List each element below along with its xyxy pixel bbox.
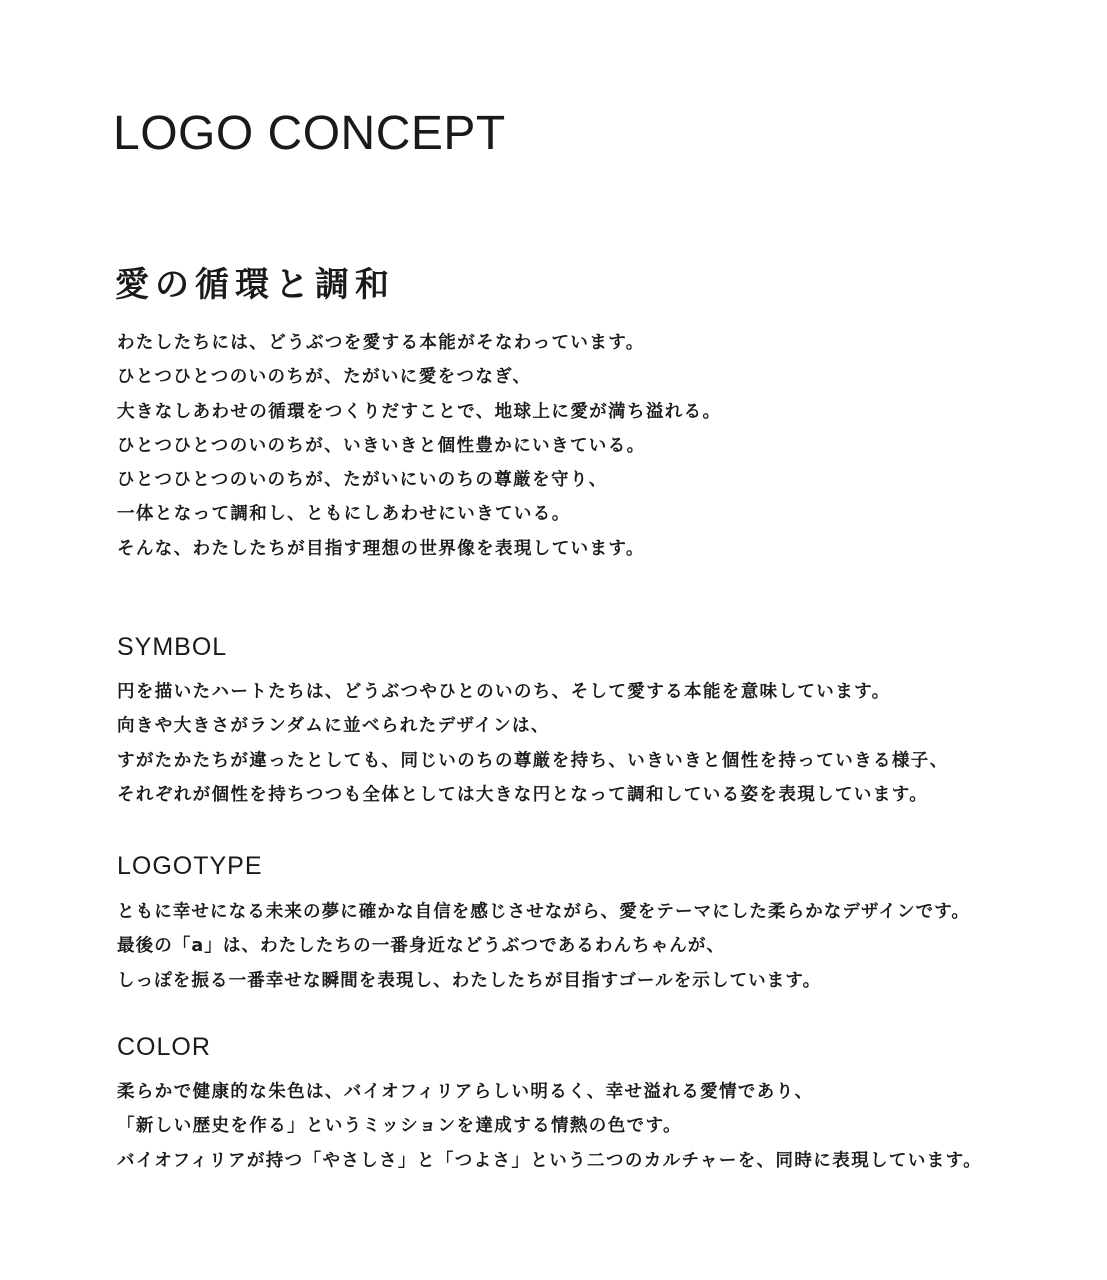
- intro-heading: 愛の循環と調和: [115, 265, 395, 305]
- logotype-heading: LOGOTYPE: [117, 852, 263, 880]
- intro-line: ひとつひとつのいのちが、たがいにいのちの尊厳を守り、: [117, 470, 608, 491]
- symbol-line: それぞれが個性を持ちつつも全体としては大きな円となって調和している姿を表現しています。: [117, 784, 929, 805]
- intro-line: 一体となって調和し、ともにしあわせにいきている。: [117, 504, 571, 525]
- intro-line: 大きなしあわせの循環をつくりだすことで、地球上に愛が満ち溢れる。: [117, 401, 722, 422]
- intro-line: ひとつひとつのいのちが、いきいきと個性豊かにいきている。: [117, 435, 646, 456]
- symbol-line: 向きや大きさがランダムに並べられたデザインは、: [117, 716, 550, 737]
- color-heading: COLOR: [117, 1033, 211, 1061]
- color-paragraph: [117, 1075, 982, 1178]
- symbol-paragraph: [117, 675, 949, 812]
- logotype-line: 最後の「a」は、わたしたちの一番身近などうぶつであるわんちゃんが、: [117, 936, 726, 957]
- color-line: バイオフィリアが持つ「やさしさ」と「つよさ」という二つのカルチャーを、同時に表現しています。: [117, 1150, 983, 1171]
- intro-line: わたしたちには、どうぶつを愛する本能がそなわっています。: [117, 333, 645, 353]
- logotype-line: ともに幸せになる未来の夢に確かな自信を感じさせながら、愛をテーマにした柔らかなデザインです。: [117, 902, 970, 922]
- page-title: LOGO CONCEPT: [113, 107, 506, 160]
- symbol-line: 円を描いたハートたちは、どうぶつやひとのいのち、そして愛する本能を意味しています。: [117, 682, 891, 702]
- intro-paragraph: [117, 326, 721, 566]
- symbol-line: すがたかたちが違ったとしても、同じいのちの尊厳を持ち、いきいきと個性を持っていきる様子、: [117, 750, 949, 771]
- intro-line: ひとつひとつのいのちが、たがいに愛をつなぎ、: [117, 367, 532, 388]
- color-line: 「新しい歴史を作る」というミッションを達成する情熱の色です。: [117, 1116, 682, 1137]
- symbol-heading: SYMBOL: [117, 633, 228, 661]
- logotype-paragraph: [117, 895, 970, 998]
- logotype-line: しっぽを振る一番幸せな瞬間を表現し、わたしたちが目指すゴールを示しています。: [117, 970, 822, 991]
- color-line: 柔らかで健康的な朱色は、バイオフィリアらしい明るく、幸せ溢れる愛情であり、: [117, 1082, 814, 1102]
- intro-line: そんな、わたしたちが目指す理想の世界像を表現しています。: [117, 538, 645, 559]
